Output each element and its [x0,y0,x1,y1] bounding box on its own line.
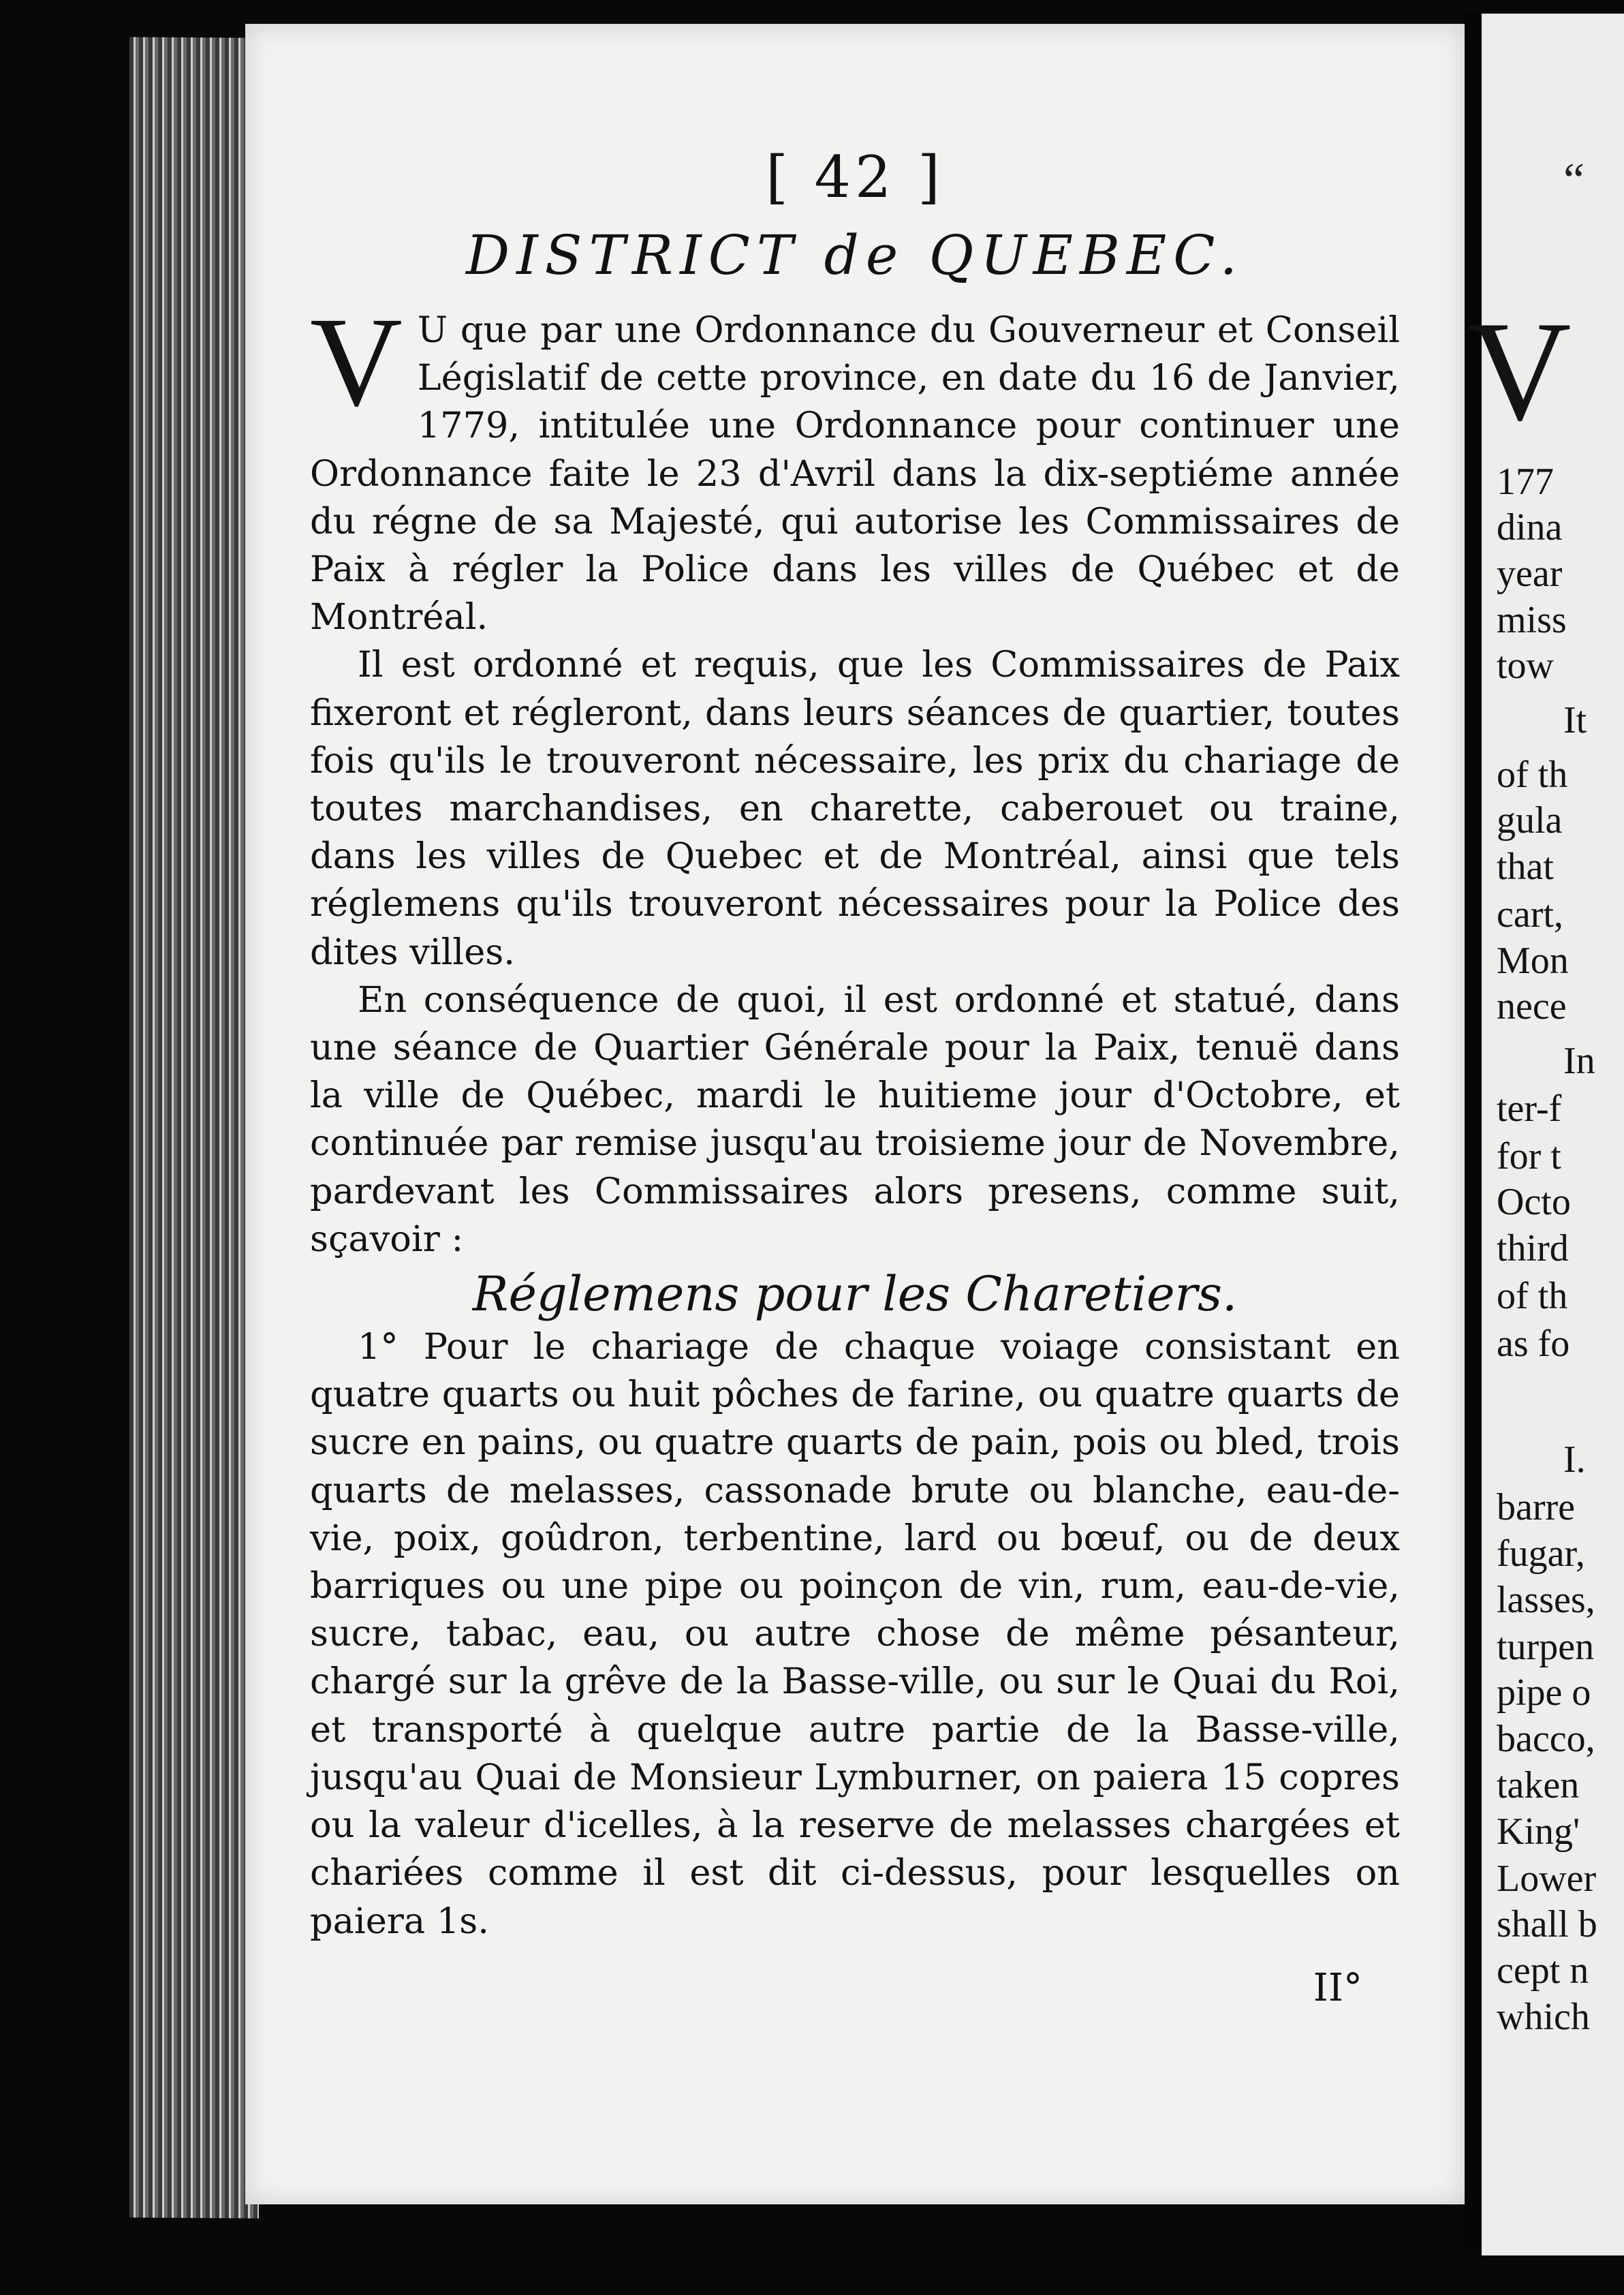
facing-page-line: for t [1497,1135,1561,1177]
facing-page-line: cept n [1497,1950,1589,1992]
facing-page-line: fugar, [1497,1532,1585,1575]
book-page-edges [129,37,259,2218]
facing-page-line: nece [1497,985,1567,1028]
facing-page-line: tow [1497,645,1554,687]
facing-page-line: of th [1497,1275,1568,1317]
page-number: [ 42 ] [766,144,944,211]
facing-page-line: miss [1497,599,1567,641]
facing-page-line: In [1563,1040,1595,1082]
facing-page-line: King' [1497,1811,1580,1853]
paragraph-ordonne: Il est ordonné et requis, que les Commissaires de Paix fixeront et régleront, dans leurs séances de quartier, toutes fois qu'ils le trouveront nécessaire, les prix du chariage de toutes marchandises, en charette, caberouet ou traine, dans les villes de Quebec et de Montréal, ainsi que tels réglemens qu'ils trouveront nécessaires pour la Police des dites villes. [310,644,1400,973]
facing-page-line: which [1497,1996,1590,2038]
facing-page-line: It [1563,699,1587,741]
facing-page-line: pipe o [1497,1672,1591,1714]
facing-page-line: third [1497,1227,1569,1269]
facing-page-line: barre [1497,1486,1576,1528]
facing-page [1468,14,1624,2255]
facing-page-line: shall b [1497,1903,1597,1945]
facing-page-line: as fo [1497,1323,1570,1365]
facing-page-line: Octo [1497,1181,1571,1223]
section-heading: Réglemens pour les Charetiers. [472,1266,1238,1323]
facing-page-line: dina [1497,506,1563,549]
district-title: DISTRICT de QUEBEC. [465,224,1245,287]
catchword: II° [1313,1965,1362,2010]
facing-page-line: taken [1497,1764,1580,1806]
facing-page-line: Mon [1497,940,1569,982]
facing-page-line: lasses, [1497,1579,1595,1621]
paragraph-ordonnance [310,290,1400,641]
facing-page-line: turpen [1497,1626,1595,1668]
drop-cap: V [310,290,403,433]
facing-page-line: year [1497,553,1563,595]
paragraph-consequence: En conséquence de quoi, il est ordonné et statué, dans une séance de Quartier Générale pour la Paix, tenuë dans la ville de Québec, mardi le huitieme jour d'Octobre, et continuée par remise jusqu'au troisieme jour de Novembre, pardevant les Commissaires alors presens, comme suit, sçavoir : [310,979,1400,1260]
facing-page-line: I. [1563,1438,1586,1481]
facing-page-line: ter-f [1497,1088,1562,1130]
page-content [310,140,1400,2010]
facing-page-line: of th [1497,754,1568,796]
facing-page-line: that [1497,846,1554,888]
paragraph-reglement-1: 1° Pour le chariage de chaque voiage consistant en quatre quarts ou huit pôches de farine, ou quatre quarts de sucre en pains, ou quatre quarts de pain, pois ou bled, trois quarts de melasses, cassonade brute ou blanche, eau-de-vie, poix, goûdron, terbentine, lard ou bœuf, ou de deux barriques ou une pipe ou poinçon de vin, rum, eau-de-vie, sucre, tabac, eau, ou autre chose de même pésanteur, chargé sur la grêve de la Basse-ville, ou sur le Quai du Roi, et transporté à quelque autre partie de la Basse-ville, jusqu'au Quai de Monsieur Lymburner, on paiera 15 copres ou la valeur d'icelles, à la reserve de melasses chargées et chariées comme il est dit ci-dessus, pour lesquelles on paiera 1s. [310,1326,1400,1942]
facing-page-line: Lower [1497,1858,1597,1900]
facing-page-line: 177 [1497,461,1554,503]
facing-page-line: gula [1497,799,1563,842]
facing-page-line: cart, [1497,893,1563,936]
facing-page-mark: “ [1563,154,1585,206]
paragraph-ordonnance-text: U que par une Ordonnance du Gouverneur et Conseil Législatif de cette province, en date du 16 de Janvier, 1779, intitulée une Ordonnance pour continuer une Ordonnance faite le 23 d'Avril dans la dix-septiéme année du régne de sa Majesté, qui autorise les Commissaires de Paix à régler la Police dans les villes de Québec et de Montréal. [310,309,1400,638]
facing-page-line: bacco, [1497,1718,1595,1760]
facing-page-drop-cap: V [1468,292,1572,450]
